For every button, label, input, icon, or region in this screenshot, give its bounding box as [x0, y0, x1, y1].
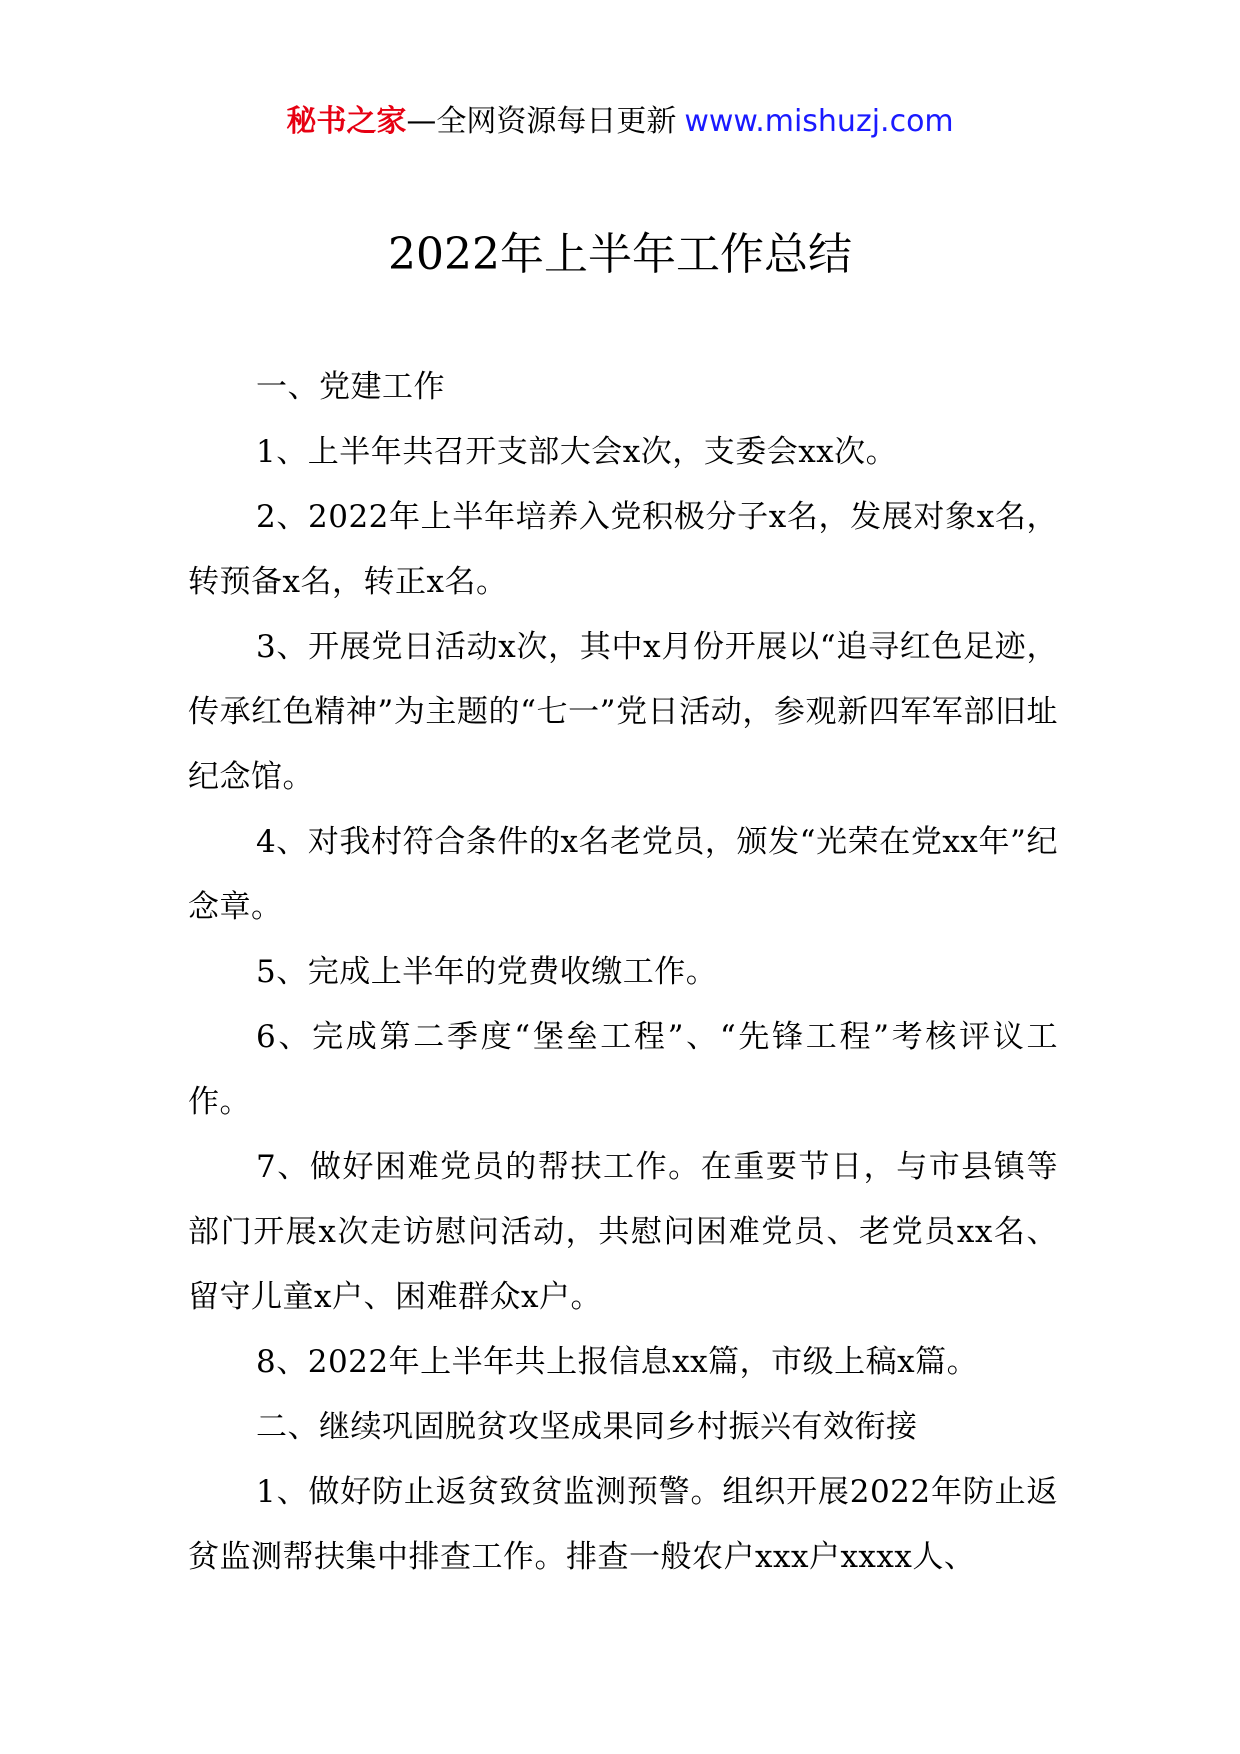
paragraph-item: 1、做好防止返贫致贫监测预警。组织开展2022年防止返贫监测帮扶集中排查工作。排查一般农户xxx户xxxx人、: [188, 1474, 1058, 1575]
watermark-url: www.mishuzj.com: [684, 104, 954, 139]
document-body: [188, 355, 1058, 1590]
paragraph-item: 2、2022年上半年培养入党积极分子x名，发展对象x名，转预备x名，转正x名。: [188, 499, 1058, 600]
section-heading-poverty-alleviation: 二、继续巩固脱贫攻坚成果同乡村振兴有效衔接: [256, 1409, 918, 1445]
paragraph-item: 8、2022年上半年共上报信息xx篇，市级上稿x篇。: [256, 1344, 979, 1380]
document-title: 2022年上半年工作总结: [388, 229, 852, 280]
watermark-brand: 秘书之家: [286, 104, 407, 139]
paragraph-item: 7、做好困难党员的帮扶工作。在重要节日，与市县镇等部门开展x次走访慰问活动，共慰问困难党员、老党员xx名、留守儿童x户、困难群众x户。: [188, 1149, 1058, 1315]
paragraph-item: 3、开展党日活动x次，其中x月份开展以“追寻红色足迹，传承红色精神”为主题的“七一”党日活动，参观新四军军部旧址纪念馆。: [188, 629, 1058, 795]
section-heading-party-building: 一、党建工作: [256, 369, 445, 405]
paragraph-item: 4、对我村符合条件的x名老党员，颁发“光荣在党xx年”纪念章。: [188, 824, 1058, 925]
paragraph-item: 1、上半年共召开支部大会x次，支委会xx次。: [256, 434, 898, 470]
watermark-slogan: —全网资源每日更新: [406, 104, 677, 139]
paragraph-item: 6、完成第二季度“堡垒工程”、“先锋工程”考核评议工作。: [188, 1019, 1058, 1120]
site-watermark: [0, 102, 1240, 142]
paragraph-item: 5、完成上半年的党费收缴工作。: [256, 954, 718, 990]
